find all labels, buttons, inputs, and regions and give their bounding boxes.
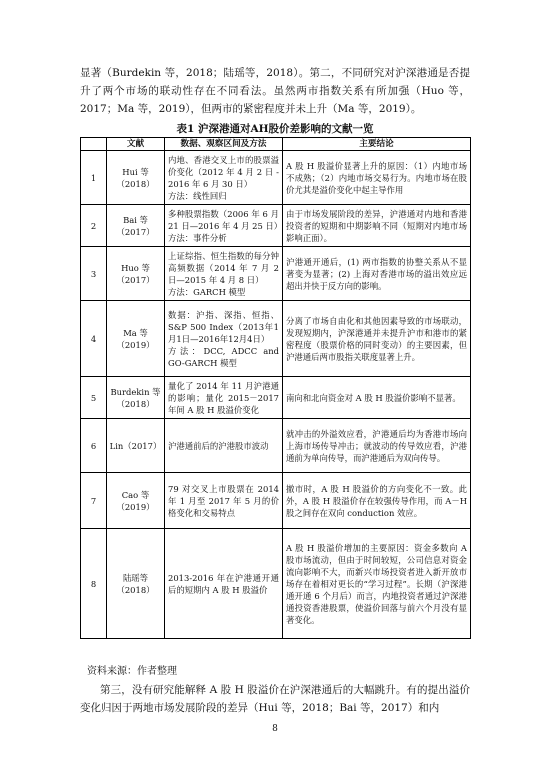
- row-data: [165, 473, 283, 529]
- page-number: 8: [272, 724, 278, 734]
- row-data-line: 方法：线性回归: [168, 190, 227, 201]
- table-row: [81, 247, 471, 301]
- row-number: 3: [81, 247, 107, 301]
- table-row: [81, 301, 471, 377]
- row-data: [165, 301, 283, 377]
- row-data: [165, 205, 283, 247]
- row-data-line: 方法：DCC, ADCC and GO-GARCH 模型: [168, 345, 279, 368]
- table-row: [81, 419, 471, 473]
- table-row: [81, 377, 471, 419]
- row-data-line: 沪港通前后的沪港股市波动: [168, 440, 269, 451]
- row-data-line: 方法：事件分析: [168, 232, 227, 243]
- header-main: 主要结论: [283, 138, 471, 151]
- table-row: [81, 529, 471, 639]
- row-data-line: 内地、香港交叉上市的股票溢价变化（2012 年 4 月 2 日 - 2016 年 6 月 30 日）: [168, 154, 279, 189]
- row-number: 6: [81, 419, 107, 473]
- row-data: [165, 377, 283, 419]
- row-data: [165, 151, 283, 205]
- row-data: [165, 247, 283, 301]
- table-row: [81, 473, 471, 529]
- row-number: 5: [81, 377, 107, 419]
- row-data: [165, 419, 283, 473]
- row-literature: Lin（2017）: [107, 419, 165, 473]
- row-number: 7: [81, 473, 107, 529]
- row-main-conclusion: 分离了市场自由化和其他因素导致的市场联动，发现短期内，沪深港通并未提升沪市和港市的紧密程度（股票价格的同时变动）的主要因素，但沪港通后两市股指关联度显著上升。: [283, 301, 471, 377]
- row-literature: Cao 等（2019）: [107, 473, 165, 529]
- header-data: 数据、观察区间及方法: [165, 138, 283, 151]
- row-main-conclusion: A 股 H 股溢价增加的主要原因：资金多数向 A 股市场流动，但由于时间较短，公司信息对资金流向影响不大，而新兴市场投资者进入新开放市场存在着相对更长的“学习过程”。长期（沪深港通开通 6 个月后）而言，内地投资者通过沪深港通投资香港股票，使溢价回落与前六个月没有显著变化。: [283, 529, 471, 639]
- table-source-note: 资料来源：作者整理: [87, 666, 177, 677]
- body-paragraph: 第三，没有研究能解释 A 股 H 股溢价在沪深港通后的大幅跳升。有的提出溢价变化归因于两地市场发展阶段的差异（Hui 等，2018；Bai 等，2017）和内: [80, 684, 470, 714]
- row-data-line: 数据：沪指、深指、恒指、S&P 500 Index（2013年1月1日—2016年12月4日）: [168, 309, 279, 344]
- row-data-line: 多种股票指数（2006 年 6 月 21 日—2016 年 4 月 25 日）: [168, 208, 283, 231]
- row-literature: Burdekin 等（2018）: [107, 377, 165, 419]
- row-number: 2: [81, 205, 107, 247]
- table-row: [81, 205, 471, 247]
- row-literature: Bai 等（2017）: [107, 205, 165, 247]
- header-literature: 文献: [107, 138, 165, 151]
- table-header-row: [81, 138, 471, 151]
- row-main-conclusion: 沪港通开通后，(1) 两市指数的协整关系从不显著变为显著；(2) 上海对香港市场的溢出效应远超出并快于反方向的影响。: [283, 247, 471, 301]
- row-literature: Huo 等（2017）: [107, 247, 165, 301]
- table-row: [81, 151, 471, 205]
- row-data-line: 方法：GARCH 模型: [168, 286, 246, 297]
- row-number: 1: [81, 151, 107, 205]
- row-main-conclusion: A 股 H 股溢价显著上升的原因：（1）内地市场不成熟；（2）内地市场交易行为。内地市场在股价尤其是溢价变化中起主导作用: [283, 151, 471, 205]
- intro-paragraph: 显著（Burdekin 等，2018；陆瑶等，2018）。第二，不同研究对沪深港通是否提升了两个市场的联动性存在不同看法。虽然两市指数关系有所加强（Huo 等，2017；Ma 等，2019），但两市的紧密程度并未上升（Ma 等，2019）。: [80, 67, 470, 115]
- row-data-line: 上证综指、恒生指数的每分钟高频数据（2014 年 7 月 2 日—2015 年 4 月 8 日）: [168, 250, 279, 285]
- row-main-conclusion: 由于市场发展阶段的差异，沪港通对内地和香港投资者的短期和中期影响不同（短期对内地市场影响正面）。: [283, 205, 471, 247]
- row-main-conclusion: 南向和北向资金对 A 股 H 股溢价影响不显著。: [283, 377, 471, 419]
- row-main-conclusion: 就冲击的外溢效应看，沪港通后均为香港市场向上海市场传导冲击；就波动的传导效应看，沪港通前为单向传导，而沪港通后为双向传导。: [283, 419, 471, 473]
- row-main-conclusion: 撤市时，A 股 H 股溢价的方向变化不一致。此外，A 股 H 股溢价存在较强传导作用，而 A－H 股之间存在双向 conduction 效应。: [283, 473, 471, 529]
- row-literature: Hui 等（2018）: [107, 151, 165, 205]
- row-data-line: 2013-2016 年在沪港通开通后的短期内 A 股 H 股溢价: [168, 572, 279, 595]
- row-literature: Ma 等（2019）: [107, 301, 165, 377]
- row-number: 4: [81, 301, 107, 377]
- table-caption: 表1 沪深港通对AH股价差影响的文献一览: [176, 123, 374, 135]
- row-literature: 陆瑶等（2018）: [107, 529, 165, 639]
- row-number: 8: [81, 529, 107, 639]
- row-data: [165, 529, 283, 639]
- row-data-line: 量化了 2014 年 11 月沪港通的影响；量化 2015－2017 年间 A 股 H 股溢价变化: [168, 380, 279, 415]
- row-data-line: 79 对交叉上市股票在 2014 年 1 月至 2017 年 5 月的价格变化和交易特点: [168, 483, 279, 518]
- literature-table: [80, 137, 471, 639]
- header-no: [81, 138, 107, 151]
